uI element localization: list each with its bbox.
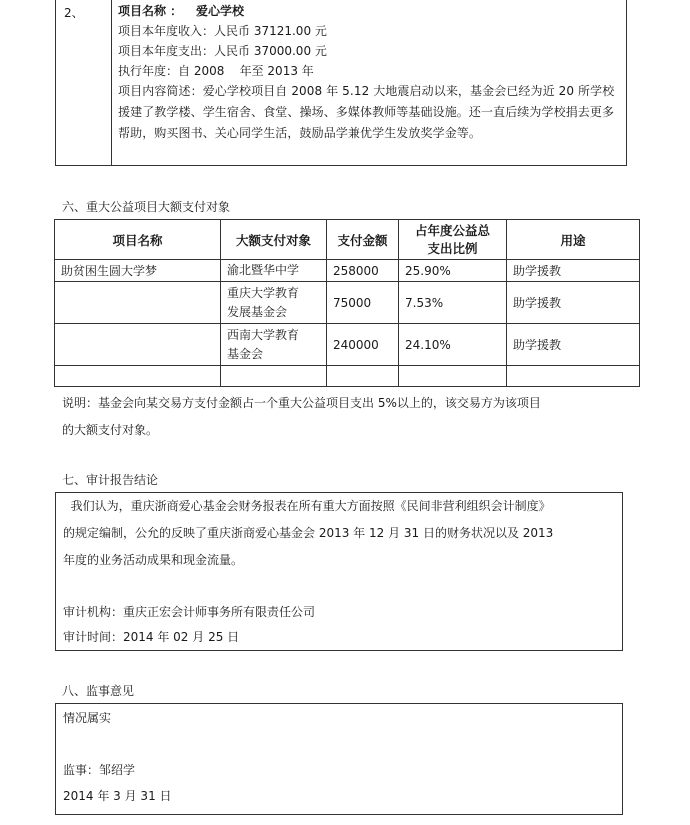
project-description: 项目内容简述：爱心学校项目自 2008 年 5.12 大地震启动以来，基金会已经为近 20 所学校援建了教学楼、学生宿舍、食堂、操场、多媒体教师等基础设施。还一直后续为学校捐去更多帮助，购买图书、关心同学生活，鼓励品学兼优学生发放奖学金等。: [118, 84, 615, 140]
supervisor-opinion-box: [55, 703, 623, 815]
header-ratio-line1: 占年度公益总: [414, 222, 490, 238]
project-year: 执行年度：自 2008 年至 2013 年: [118, 64, 314, 78]
cell-project: [55, 282, 221, 324]
cell-project: [55, 366, 221, 387]
header-ratio-line2: 支出比例: [427, 240, 478, 256]
table-header-row: [55, 220, 640, 260]
header-ratio: [399, 220, 507, 260]
cell-amount: [327, 366, 399, 387]
audit-text-line2: 的规定编制，公允的反映了重庆浙商爱心基金会 2013 年 12 月 31 日的财务状况以及 2013: [63, 526, 554, 540]
cell-payee-line2: 发展基金会: [227, 304, 288, 319]
table-row: [55, 366, 640, 387]
section8-title: 八、监事意见: [62, 684, 135, 698]
project-income: 项目本年度收入：人民币 37121.00 元: [118, 24, 327, 38]
project-box-divider: [111, 0, 112, 165]
project-name-label: 项目名称 ：: [118, 4, 183, 18]
table-row: [55, 324, 640, 366]
section6-note-line1: 说明：基金会向某交易方支付金额占一个重大公益项目支出 5%以上的，该交易方为该项目: [62, 396, 541, 410]
cell-use: 助学援教: [507, 282, 640, 324]
project-number: 2、: [64, 6, 84, 20]
header-payee: 大额支付对象: [221, 220, 327, 260]
cell-project: 助贫困生圆大学梦: [55, 260, 221, 282]
supervisor-name: 监事：邹绍学: [63, 763, 136, 777]
auditor: 审计机构：重庆正宏会计师事务所有限责任公司: [63, 605, 316, 619]
cell-payee-line2: 基金会: [227, 346, 264, 361]
project-name-line: [118, 1, 623, 21]
cell-amount: 75000: [327, 282, 399, 324]
cell-payee: [221, 324, 327, 366]
cell-payee: 渝北暨华中学: [221, 260, 327, 282]
cell-payee: [221, 366, 327, 387]
cell-ratio: 24.10%: [399, 324, 507, 366]
project-content: [118, 1, 623, 144]
table-row: [55, 260, 640, 282]
supervisor-opinion: 情况属实: [63, 711, 112, 725]
payment-table: [54, 219, 640, 387]
cell-use: 助学援教: [507, 324, 640, 366]
cell-project: [55, 324, 221, 366]
cell-payee-line1: 西南大学教育: [227, 327, 300, 342]
section6-note-line2: 的大额支付对象。: [62, 423, 159, 437]
cell-use: [507, 366, 640, 387]
cell-amount: 240000: [327, 324, 399, 366]
supervisor-date: 2014 年 3 月 31 日: [63, 789, 172, 803]
audit-box: [55, 492, 623, 651]
section7-title: 七、审计报告结论: [62, 473, 159, 487]
table-row: [55, 282, 640, 324]
header-use: 用途: [507, 220, 640, 260]
cell-payee-line1: 重庆大学教育: [227, 285, 300, 300]
cell-ratio: 7.53%: [399, 282, 507, 324]
cell-payee: [221, 282, 327, 324]
project-expense: 项目本年度支出：人民币 37000.00 元: [118, 44, 327, 58]
project-name-value: 爱心学校: [196, 4, 245, 18]
header-project-name: 项目名称: [55, 220, 221, 260]
cell-amount: 258000: [327, 260, 399, 282]
audit-text-line1: 我们认为，重庆浙商爱心基金会财务报表在所有重大方面按照《民间非营利组织会计制度》: [63, 499, 551, 513]
audit-text-line3: 年度的业务活动成果和现金流量。: [63, 553, 244, 567]
project-box: [55, 0, 627, 166]
section6-title: 六、重大公益项目大额支付对象: [62, 200, 231, 214]
cell-use: 助学援教: [507, 260, 640, 282]
cell-ratio: [399, 366, 507, 387]
cell-ratio: 25.90%: [399, 260, 507, 282]
header-amount: 支付金额: [327, 220, 399, 260]
audit-date: 审计时间：2014 年 02 月 25 日: [63, 630, 240, 644]
